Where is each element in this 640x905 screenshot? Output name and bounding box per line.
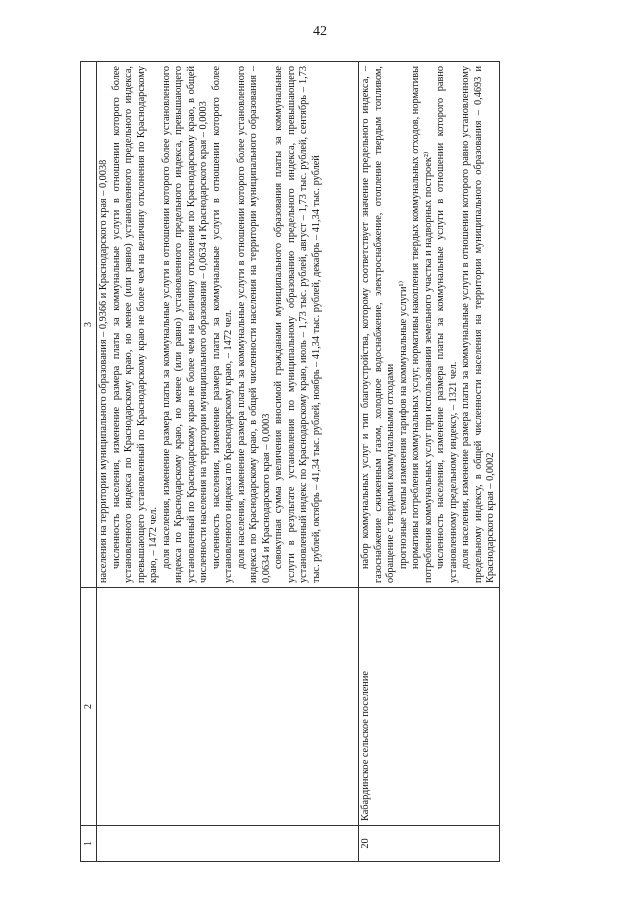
paragraph: численность населения, изменение размера платы за коммунальные услуги в отношении которого равно установленному предельному индексу, – 1321 чел.	[435, 66, 459, 583]
paragraph: численность населения, изменение размера платы за коммунальные услуги в отношении которого более установленного индекса по Краснодарскому краю, – 1472 чел.	[210, 66, 234, 583]
municipality-name: Кабардинское сельское поселение	[359, 588, 500, 826]
rotated-table-container	[80, 62, 622, 862]
paragraph: доля населения, изменение размера платы за коммунальные услуги в отношении которого более установленного индекса по Краснодарскому краю, в общей численности населения на территории муниципального образования – 0,0634 и Краснодарского края – 0,0003	[235, 66, 272, 583]
paragraph: населения на территории муниципального образования – 0,9366 и Краснодарского края – 0,0038	[98, 159, 109, 583]
row-description	[359, 62, 500, 588]
table-row	[359, 62, 500, 862]
table-header-row	[81, 62, 97, 862]
paragraph: совокупная сумма увеличения вносимой гражданами муниципального образования платы за коммунальные услуги в результате установления по муниципальному образованию предельного индекса, превышающего установленный индекс по Краснодарскому краю, июль – 1,73 тыс. рублей, август – 1,73 тыс. рублей, сентябрь – 1,73 тыс. рублей, октябрь – 41,34 тыс. рублей, ноябрь – 41,34 тыс. рублей, декабрь – 41,34 тыс. рублей	[273, 66, 322, 583]
paragraph: набор коммунальных услуг и тип благоустройства, которому соответствует значение предельного индекса, – газоснабжение сжиженным газом, холодное водоснабжение, электроснабжение, отопление твердым топливом, обращение с твердыми коммунальными отходами	[360, 66, 396, 583]
paragraph: доля населения, изменение размера платы за коммунальные услуги в отношении которого равно установленному предельному индексу, в общей численности населения на территории муниципального образования – 0,4693 и Краснодарского края – 0,0002	[460, 66, 496, 583]
table-row	[97, 62, 359, 862]
municipality-name	[97, 588, 359, 826]
paragraph: доля населения, изменение размера платы за коммунальные услуги в отношении которого более установленного индекса по Краснодарскому краю, но менее (или равно) установленного предельного индекса, превышающего установленный по Краснодарскому краю не более чем на величину отклонения по Краснодарскому краю, в общей численности населения на территории муниципального образования – 0,0634 и Краснодарского края – 0,0003	[160, 66, 209, 583]
header-col-1: 1	[81, 826, 97, 862]
page-number: 42	[313, 24, 327, 39]
paragraph: прогнозные темпы изменения тарифов на коммунальные услуги¹⁾	[397, 280, 409, 569]
paragraph: численность населения, изменение размера платы за коммунальные услуги в отношении которого более установленного индекса по Краснодарскому краю, но менее (или равно) установленного предельного индекса, превышающего установленный по Краснодарскому краю не более чем на величину отклонения по Краснодарскому краю, – 1472 чел.	[110, 66, 159, 583]
row-number	[97, 826, 359, 862]
paragraph: нормативы потребления коммунальных услуг, нормативы накопления твердых коммунальных отходов, нормативы потребления коммунальных услуг при использовании земельного участка и надворных построек²⁾	[410, 66, 434, 583]
row-description	[97, 62, 359, 588]
header-col-2: 2	[81, 588, 97, 826]
row-number: 20	[359, 826, 500, 862]
data-table	[80, 61, 500, 862]
header-col-3: 3	[81, 62, 97, 588]
